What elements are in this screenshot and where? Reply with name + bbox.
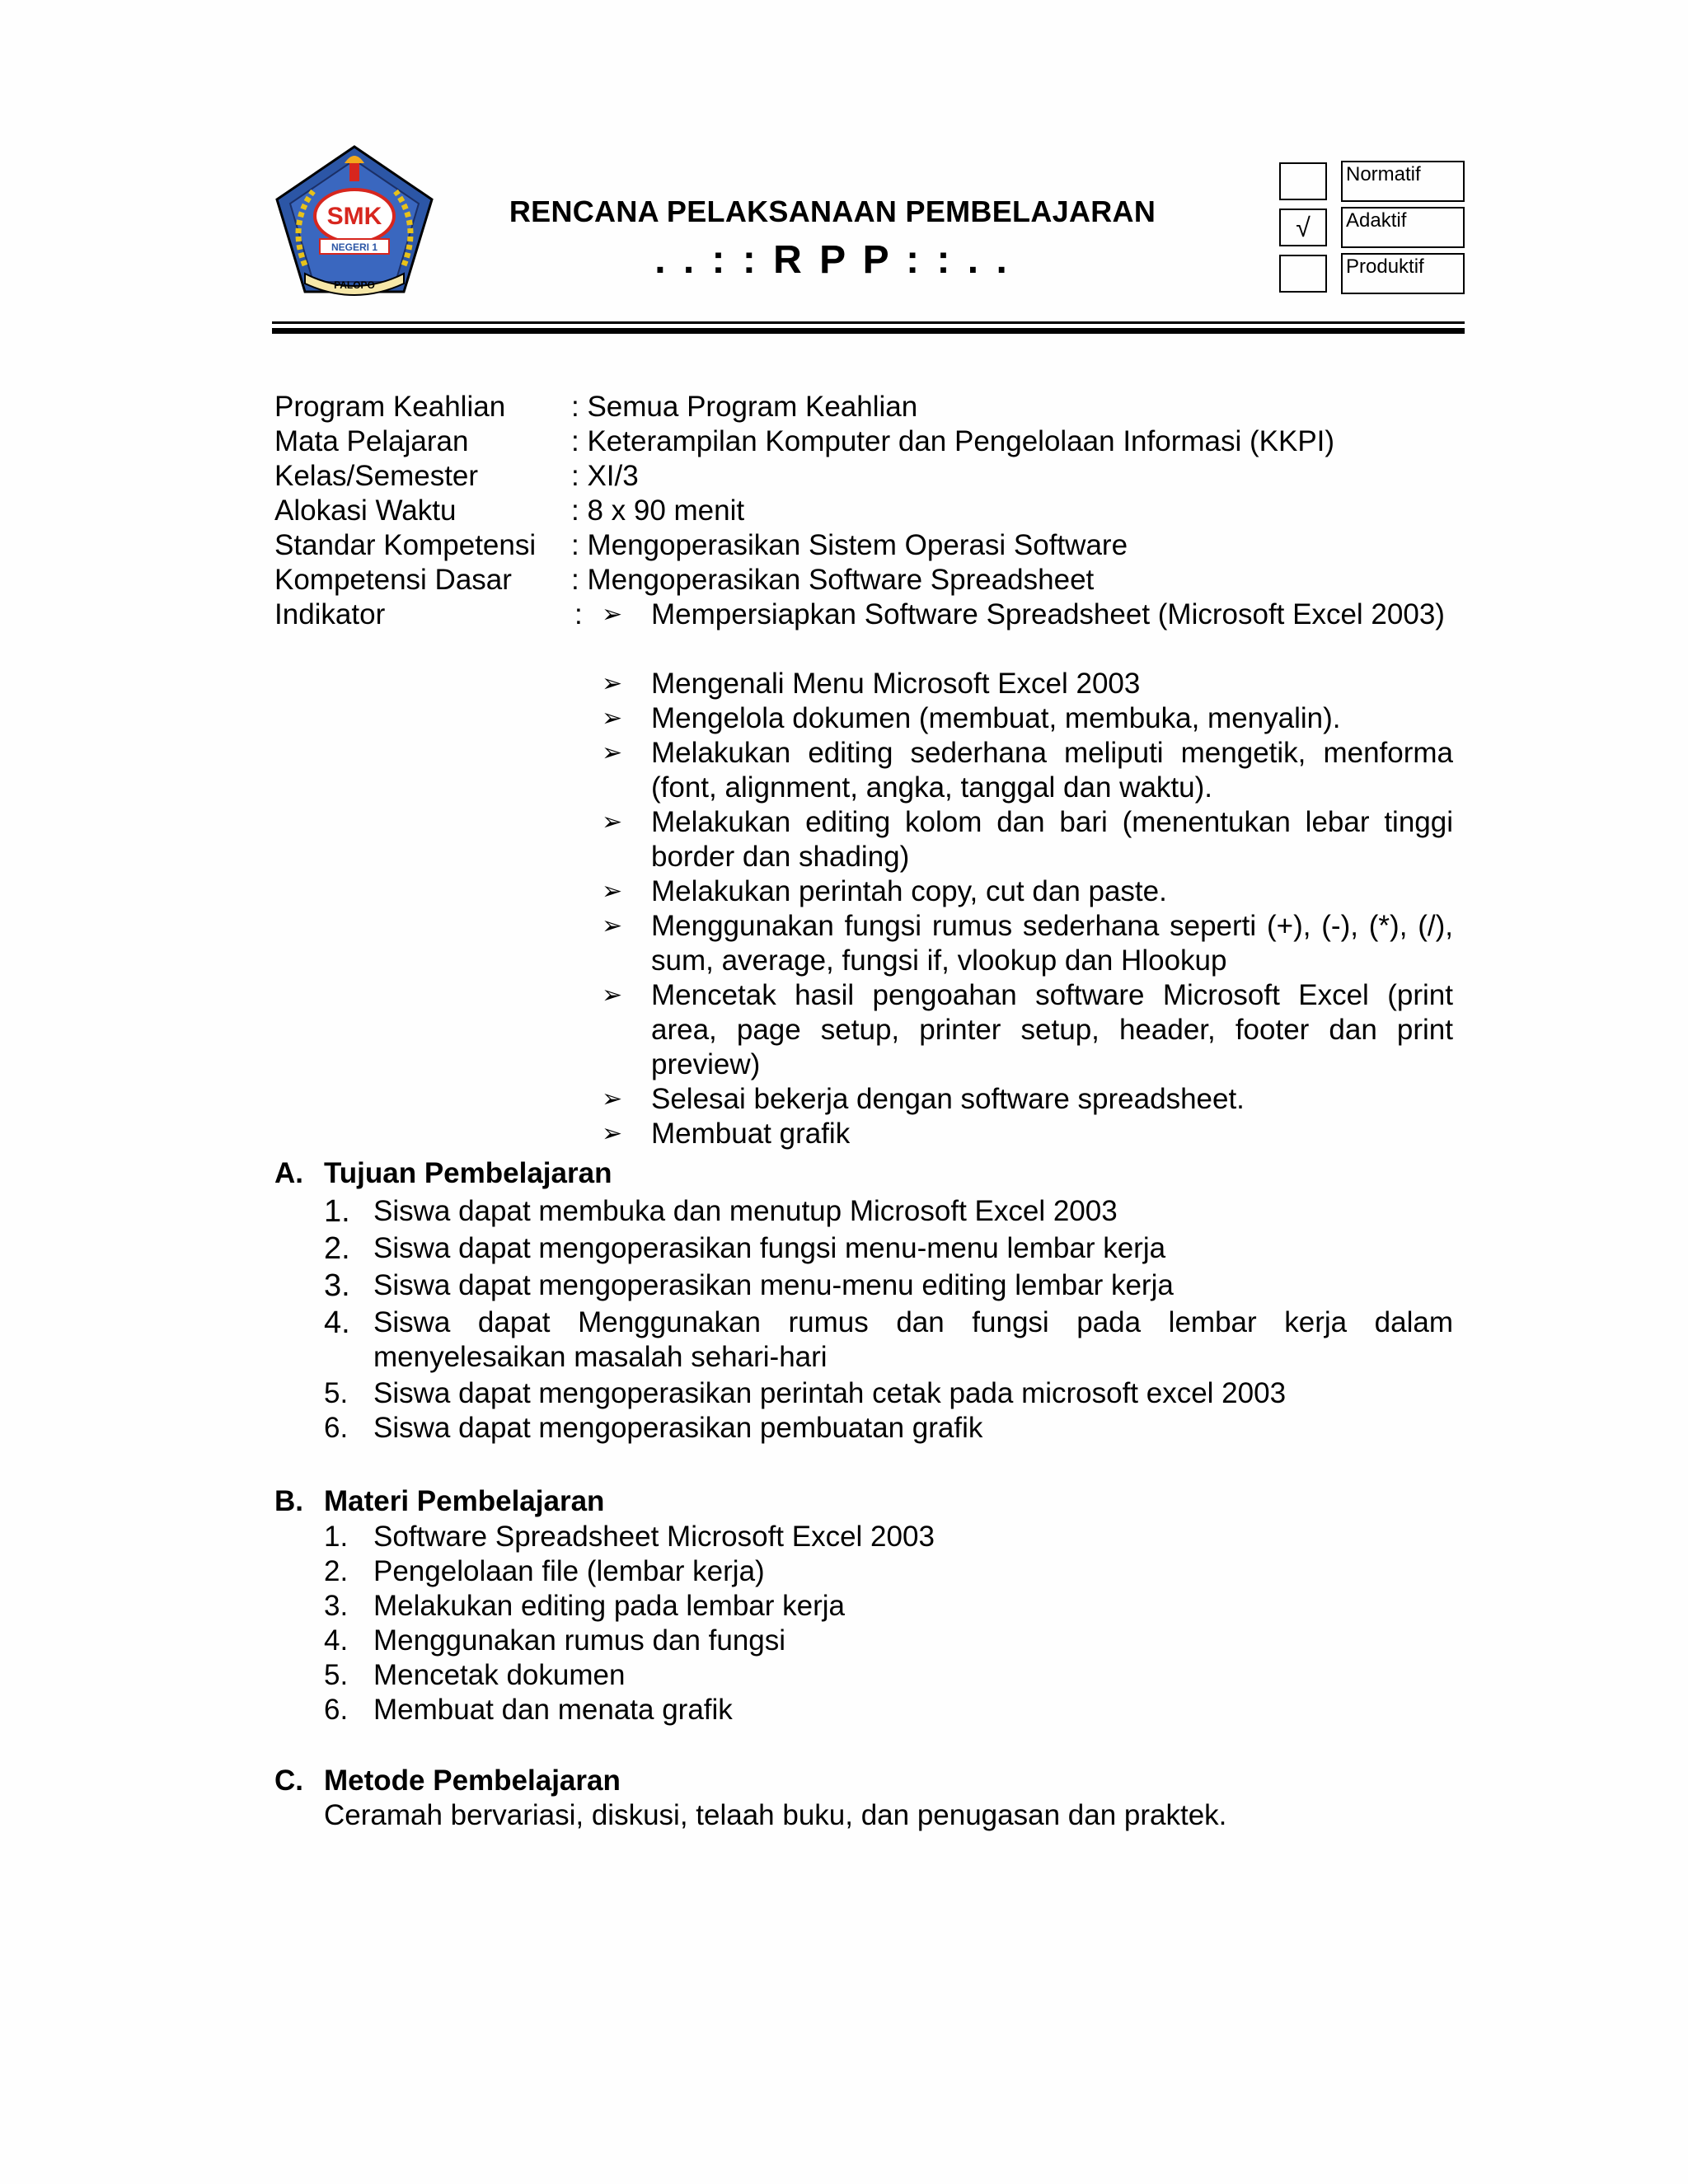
adaktif-checkbox[interactable]: √: [1279, 209, 1327, 246]
info-row-mata-pelajaran: [274, 424, 1461, 459]
info-value: : XI/3: [571, 460, 639, 492]
list-text: Melakukan editing pada lembar kerja: [373, 1590, 845, 1622]
list-number: 1.: [324, 1521, 349, 1553]
list-text: Software Spreadsheet Microsoft Excel 2003: [373, 1521, 935, 1553]
indikator-text: Mempersiapkan Software Spreadsheet (Microsoft Excel 2003): [651, 598, 1445, 630]
list-number: 3.: [324, 1268, 350, 1303]
arrow-bullet-icon: ➢: [602, 739, 623, 766]
list-text: Menggunakan rumus dan fungsi: [373, 1624, 786, 1657]
indikator-colon: :: [574, 598, 583, 630]
arrow-bullet-icon: ➢: [602, 670, 623, 697]
section-b-heading: [274, 1484, 1016, 1519]
logo-text-palopo: PALOPO: [334, 279, 375, 291]
section-title: Materi Pembelajaran: [324, 1485, 605, 1517]
info-label: Alokasi Waktu: [274, 494, 457, 527]
indikator-text: Menggunakan fungsi rumus sederhana seperti (+), (-), (*), (/), sum, average, fungsi if, vlookup dan Hlookup: [651, 910, 1453, 977]
list-text: Siswa dapat mengoperasikan pembuatan grafik: [373, 1412, 983, 1444]
info-row-standar: [274, 528, 1461, 563]
list-number: 4.: [324, 1305, 350, 1340]
list-number: 6.: [324, 1694, 349, 1726]
list-text: Siswa dapat mengoperasikan menu-menu editing lembar kerja: [373, 1269, 1174, 1301]
indikator-text: Membuat grafik: [651, 1118, 851, 1150]
section-title: Metode Pembelajaran: [324, 1765, 621, 1797]
section-letter: A.: [274, 1157, 303, 1189]
normatif-checkbox[interactable]: [1279, 162, 1327, 200]
adaktif-label: Adaktif: [1341, 207, 1465, 248]
list-text: Siswa dapat Menggunakan rumus dan fungsi pada lembar kerja dalam menyelesaikan masalah sehari-hari: [373, 1306, 1453, 1373]
logo-text-smk: SMK: [326, 203, 382, 230]
indikator-text: Melakukan editing sederhana meliputi mengetik, menforma (font, alignment, angka, tanggal dan waktu).: [651, 737, 1453, 804]
info-value: : Mengoperasikan Sistem Operasi Software: [571, 529, 1128, 561]
info-value: : 8 x 90 menit: [571, 494, 745, 527]
info-label: Standar Kompetensi: [274, 529, 537, 561]
arrow-bullet-icon: ➢: [602, 808, 623, 836]
info-label: Kompetensi Dasar: [274, 564, 512, 596]
info-row-kompetensi: [274, 563, 1461, 598]
list-text: Pengelolaan file (lembar kerja): [373, 1555, 765, 1587]
section-c-heading: [274, 1764, 1016, 1798]
indikator-label: Indikator: [274, 598, 386, 630]
list-number: 3.: [324, 1590, 349, 1622]
document-subtitle: . . : : R P P : : . .: [654, 238, 1010, 282]
produktif-checkbox[interactable]: [1279, 255, 1327, 293]
arrow-bullet-icon: ➢: [602, 1085, 623, 1113]
metode-text: Ceramah bervariasi, diskusi, telaah buku, dan penugasan dan praktek.: [324, 1799, 1227, 1831]
section-title: Tujuan Pembelajaran: [324, 1157, 612, 1189]
document-title: RENCANA PELAKSANAAN PEMBELAJARAN: [509, 194, 1156, 228]
list-number: 6.: [324, 1412, 349, 1444]
arrow-bullet-icon: ➢: [602, 912, 623, 940]
list-number: 5.: [324, 1377, 349, 1409]
list-text: Siswa dapat membuka dan menutup Microsoft Excel 2003: [373, 1195, 1118, 1227]
info-value: : Semua Program Keahlian: [571, 391, 918, 423]
list-number: 5.: [324, 1659, 349, 1691]
indikator-text: Mencetak hasil pengoahan software Microsoft Excel (print area, page setup, printer setup, header, footer dan print preview): [651, 979, 1453, 1080]
indikator-text: Melakukan perintah copy, cut dan paste.: [651, 875, 1167, 907]
produktif-label: Produktif: [1341, 253, 1465, 294]
arrow-bullet-icon: ➢: [602, 705, 623, 732]
info-row-program: [274, 390, 1461, 424]
normatif-label: Normatif: [1341, 161, 1465, 202]
arrow-bullet-icon: ➢: [602, 878, 623, 905]
info-label: Kelas/Semester: [274, 460, 479, 492]
section-letter: B.: [274, 1485, 303, 1517]
section-letter: C.: [274, 1765, 303, 1797]
info-label: Mata Pelajaran: [274, 425, 469, 457]
list-number: 4.: [324, 1624, 349, 1657]
list-number: 1.: [324, 1194, 350, 1229]
list-text: Mencetak dokumen: [373, 1659, 626, 1691]
indikator-text: Melakukan editing kolom dan bari (menentukan lebar tinggi border dan shading): [651, 806, 1453, 873]
info-row-alokasi: [274, 494, 1461, 528]
section-a-heading: [274, 1156, 1016, 1191]
arrow-bullet-icon: ➢: [602, 601, 623, 628]
arrow-bullet-icon: ➢: [602, 1120, 623, 1147]
school-logo: [272, 142, 437, 298]
info-value: : Keterampilan Komputer dan Pengelolaan Informasi (KKPI): [571, 425, 1335, 457]
list-text: Siswa dapat mengoperasikan perintah cetak pada microsoft excel 2003: [373, 1377, 1287, 1409]
indikator-text: Mengenali Menu Microsoft Excel 2003: [651, 668, 1141, 700]
list-text: Siswa dapat mengoperasikan fungsi menu-menu lembar kerja: [373, 1232, 1166, 1264]
indikator-text: Mengelola dokumen (membuat, membuka, menyalin).: [651, 702, 1341, 734]
list-number: 2.: [324, 1231, 350, 1266]
arrow-bullet-icon: ➢: [602, 982, 623, 1009]
info-row-kelas: [274, 459, 1461, 494]
header-divider-thick: [272, 328, 1465, 334]
logo-text-negeri: NEGERI 1: [331, 241, 378, 253]
info-label: Program Keahlian: [274, 391, 506, 423]
info-value: : Mengoperasikan Software Spreadsheet: [571, 564, 1095, 596]
list-text: Membuat dan menata grafik: [373, 1694, 733, 1726]
indikator-text: Selesai bekerja dengan software spreadsheet.: [651, 1083, 1245, 1115]
header-divider-thin: [272, 321, 1465, 324]
list-number: 2.: [324, 1555, 349, 1587]
